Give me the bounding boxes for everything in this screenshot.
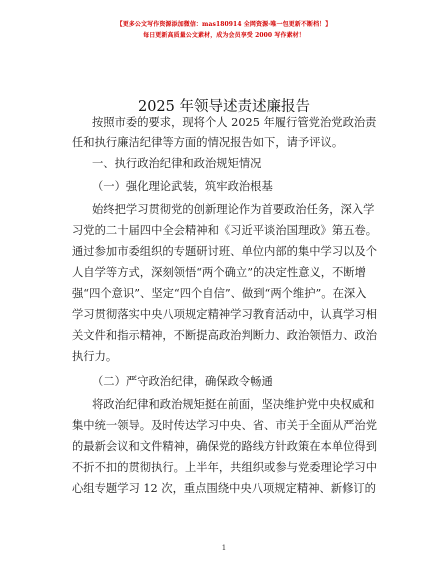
body-line: 不折不扣的贯彻执行。上半年，共组织或参与党委理论学习中: [72, 461, 378, 474]
document-title: 2025 年领导述责述廉报告: [137, 99, 310, 115]
body-line: 习党的二十届四中全会精神和《习近平谈治国理政》第五卷。: [72, 224, 378, 237]
promo-banner-line-1: 【更多公文写作资源添加微信：mas180914 全网资源·唯一包更新不断档！】: [116, 21, 332, 28]
body-line: 人自学等方式，深刻领悟“两个确立”的决定性意义，不断增: [72, 266, 366, 279]
body-line: 学习贯彻落实中央八项规定精神学习教育活动中，认真学习相: [72, 308, 378, 321]
body-line: 将政治纪律和政治规矩挺在前面，坚决维护党中央权威和: [92, 398, 375, 411]
body-line: 强“四个意识”、坚定“四个自信”、做到“两个维护”。在深入: [72, 287, 367, 300]
body-line: 任和执行廉洁纪律等方面的情况报告如下，请予评议。: [72, 136, 344, 149]
body-line: 执行力。: [72, 350, 118, 363]
body-line: 集中统一领导。及时传达学习中央、省、市关于全面从严治党: [72, 419, 378, 432]
body-line: 关文件和指示精神，不断提高政治判断力、政治领悟力、政治: [72, 329, 378, 342]
body-line: 通过参加市委组织的专题研讨班、单位内部的集中学习以及个: [72, 245, 378, 258]
body-line: 始终把学习贯彻党的创新理论作为首要政治任务，深入学: [92, 203, 375, 216]
section-heading: 一、执行政治纪律和政治规矩情况: [92, 157, 262, 170]
subsection-heading: （二）严守政治纪律，确保政令畅通: [92, 375, 273, 388]
promo-banner-line-2: 每日更新高质量公文素材，成为会员享受 2000 写作素材！: [143, 32, 305, 39]
subsection-heading: （一）强化理论武装，筑牢政治根基: [92, 180, 273, 193]
page-number: 1: [221, 544, 227, 552]
body-line: 按照市委的要求，现将个人 2025 年履行管党治党政治责: [92, 116, 377, 129]
body-line: 心组专题学习 12 次，重点围绕中央八项规定精神、新修订的: [72, 482, 376, 495]
body-line: 的最新会议和文件精神，确保党的路线方针政策在本单位得到: [72, 440, 378, 453]
